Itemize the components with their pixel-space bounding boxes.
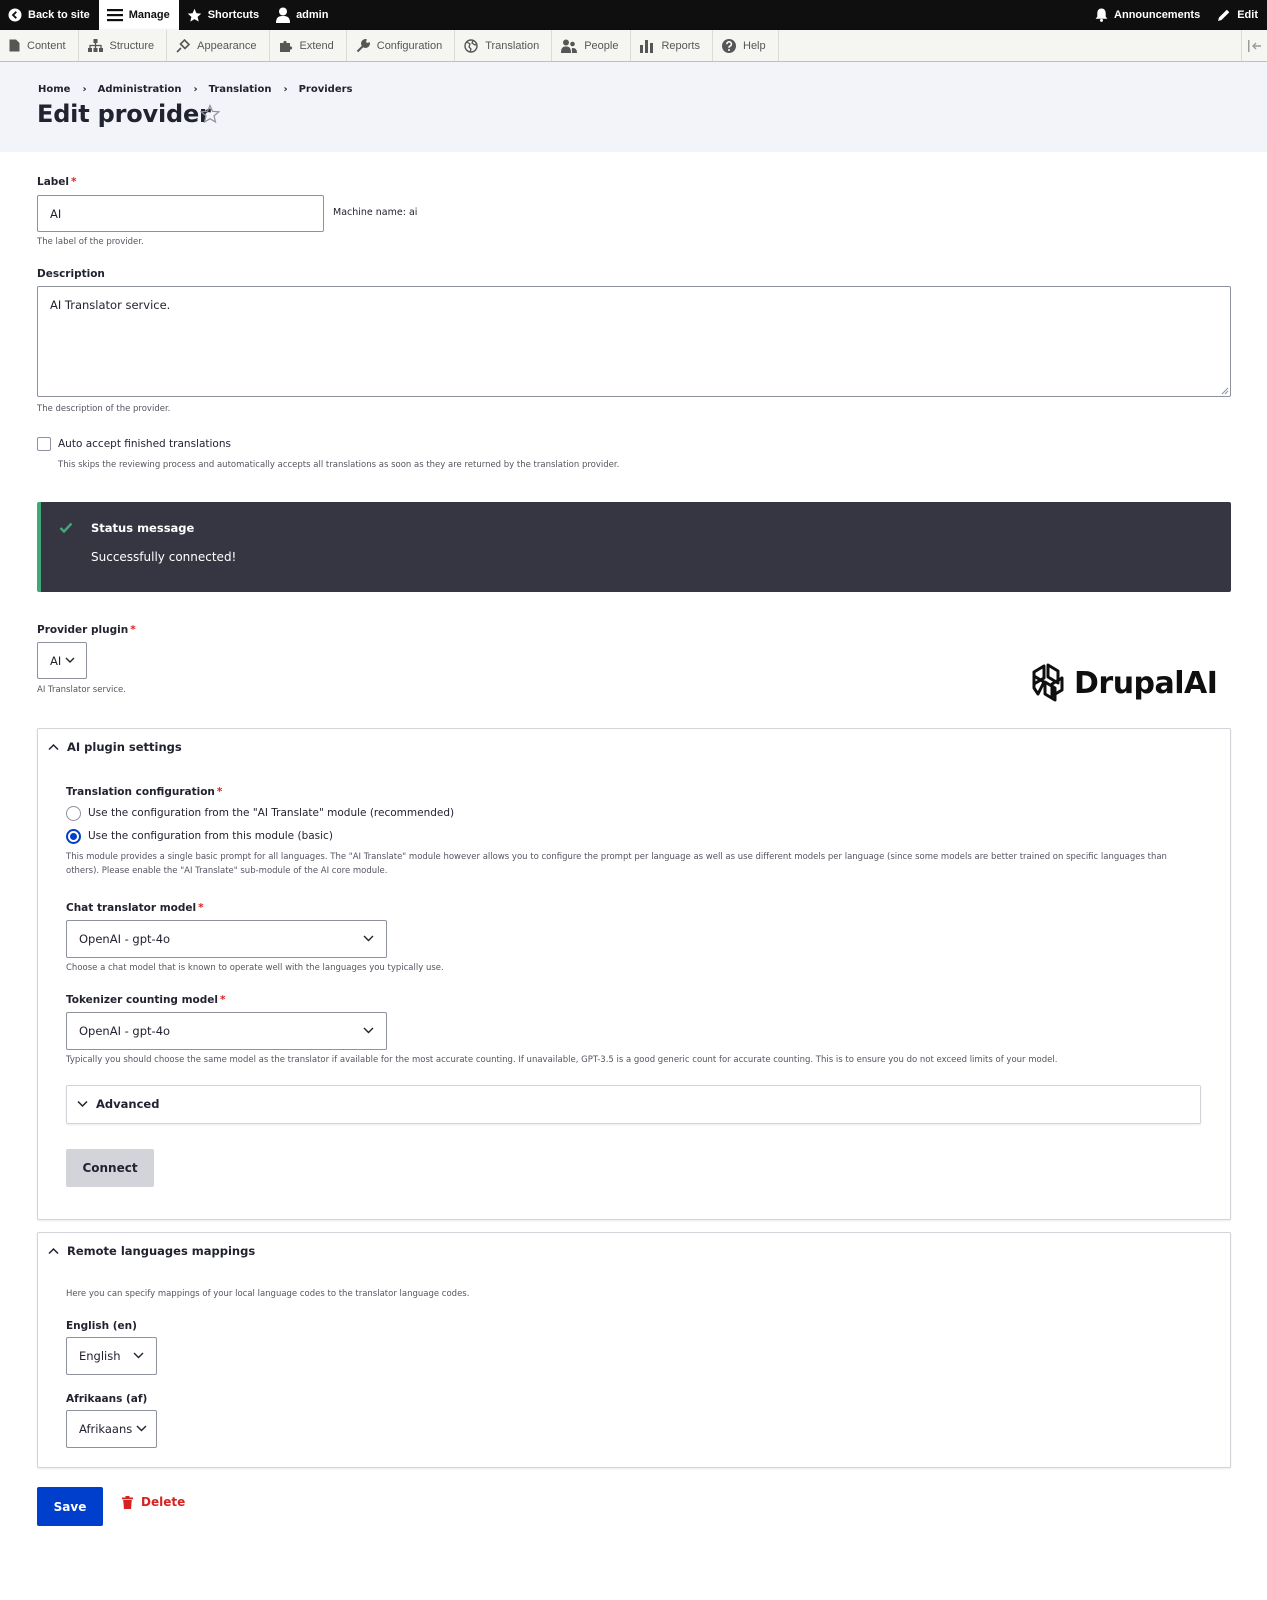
chevron-down-icon xyxy=(133,1352,144,1359)
tray-item-label: Reports xyxy=(661,39,700,52)
tokenizer-model-help: Typically you should choose the same model as the translator if available for the most accurate counting. If unavailable, GPT-3.5 is a good generic count for accurate counting. This is to ensure you do not exceed limits of your model. xyxy=(66,1055,1058,1065)
required-marker: * xyxy=(71,176,77,188)
required-marker: * xyxy=(216,786,223,798)
mapping-english-select[interactable] xyxy=(66,1337,157,1375)
label-input[interactable]: AI xyxy=(37,195,324,232)
tray-item-configuration[interactable] xyxy=(347,30,455,61)
radio-module-config[interactable] xyxy=(66,829,81,844)
tray-item-reports[interactable] xyxy=(631,30,713,61)
radio-ai-translate-config[interactable] xyxy=(66,806,81,821)
pencil-icon xyxy=(1217,8,1231,22)
radio-ai-translate-config-label[interactable]: Use the configuration from the "AI Translate" module (recommended) xyxy=(88,807,455,819)
manage-tab[interactable] xyxy=(99,0,179,30)
chevron-down-icon xyxy=(363,1027,374,1034)
announcements-label: Announcements xyxy=(1114,9,1201,21)
machine-name: Machine name: ai xyxy=(333,207,418,218)
required-marker: * xyxy=(220,994,226,1006)
tray-item-label: Extend xyxy=(299,39,334,52)
provider-plugin-value: AI xyxy=(50,653,62,668)
globe-icon xyxy=(464,39,478,53)
delete-link[interactable] xyxy=(122,1495,185,1509)
manage-label: Manage xyxy=(128,9,170,21)
mapping-afrikaans-value: Afrikaans xyxy=(79,1422,133,1436)
tray-item-structure[interactable] xyxy=(79,30,168,61)
tray-item-label: Configuration xyxy=(376,39,443,52)
advanced-details xyxy=(66,1085,1201,1124)
chat-model-help: Choose a chat model that is known to operate well with the languages you typically use. xyxy=(66,963,444,973)
status-title: Status message xyxy=(91,521,195,535)
remote-languages-label: Remote languages mappings xyxy=(67,1244,256,1258)
tokenizer-model-title: Tokenizer counting model * xyxy=(66,994,226,1006)
chevron-up-icon xyxy=(48,743,59,751)
tray-item-content[interactable] xyxy=(0,30,79,61)
back-arrow-icon xyxy=(8,8,22,22)
page-title: Edit provider xyxy=(37,100,211,128)
save-button[interactable]: Save xyxy=(37,1487,103,1526)
breadcrumb-translation[interactable]: Translation xyxy=(208,84,272,95)
tray-item-label: Help xyxy=(743,39,766,52)
mapping-afrikaans-select[interactable] xyxy=(66,1410,157,1448)
remote-languages-summary[interactable] xyxy=(48,1244,255,1258)
edit-tab[interactable] xyxy=(1209,0,1267,30)
tray-orientation-toggle[interactable] xyxy=(1241,30,1267,61)
tokenizer-model-value: OpenAI - gpt-4o xyxy=(79,1024,171,1038)
ai-plugin-settings-label: AI plugin settings xyxy=(67,740,182,754)
user-label: admin xyxy=(296,9,329,21)
connect-button[interactable]: Connect xyxy=(66,1149,154,1187)
sitemap-icon xyxy=(88,39,103,52)
description-value: AI Translator service. xyxy=(50,298,171,312)
ai-plugin-settings-details xyxy=(37,728,1231,1220)
mapping-english-title: English (en) xyxy=(66,1320,137,1332)
chevron-down-icon xyxy=(136,1425,147,1432)
breadcrumb-administration[interactable]: Administration xyxy=(97,84,182,95)
file-icon xyxy=(9,39,20,52)
chat-model-select[interactable] xyxy=(66,920,387,958)
puzzle-icon xyxy=(279,39,293,53)
breadcrumb-separator: › xyxy=(82,84,87,95)
tray-item-label: Content xyxy=(27,39,66,52)
remote-languages-details xyxy=(37,1232,1231,1468)
hamburger-icon xyxy=(107,8,123,22)
status-text: Successfully connected! xyxy=(91,550,237,564)
translation-configuration-help: This module provides a single basic prompt for all languages. The "AI Translate" module however allows you to configure the prompt per language as well as use different models per language (since some models are better trained on specific languages than others). Please enable the "AI Translate" sub-module of the AI core module. xyxy=(66,852,1167,876)
drupalai-logo-icon xyxy=(1028,662,1068,704)
provider-plugin-select[interactable] xyxy=(37,642,87,679)
breadcrumb xyxy=(38,84,353,95)
drupalai-logo xyxy=(1028,662,1217,704)
shortcut-star-icon[interactable] xyxy=(200,104,220,124)
admin-menu-tray xyxy=(0,30,1267,62)
checkmark-icon xyxy=(59,522,73,534)
bell-icon xyxy=(1095,8,1108,22)
mapping-english-value: English xyxy=(79,1349,121,1363)
breadcrumb-separator: › xyxy=(283,84,288,95)
brush-icon xyxy=(176,39,190,53)
chevron-up-icon xyxy=(48,1247,59,1255)
back-to-site-label: Back to site xyxy=(28,9,90,21)
breadcrumb-home[interactable]: Home xyxy=(38,84,71,95)
announcements-tab[interactable] xyxy=(1087,0,1209,30)
description-field-title: Description xyxy=(37,268,105,280)
tray-item-help[interactable] xyxy=(713,30,779,61)
wrench-icon xyxy=(356,39,370,53)
breadcrumb-separator: › xyxy=(193,84,198,95)
user-tab[interactable] xyxy=(268,0,337,30)
tray-item-extend[interactable] xyxy=(270,30,347,61)
auto-accept-help: This skips the reviewing process and automatically accepts all translations as soon as they are returned by the translation provider. xyxy=(58,460,620,470)
remote-languages-help: Here you can specify mappings of your local language codes to the translator language codes. xyxy=(66,1289,470,1299)
tray-item-people[interactable] xyxy=(552,30,631,61)
label-description: The label of the provider. xyxy=(37,237,144,247)
chevron-down-icon xyxy=(65,657,75,664)
tray-item-translation[interactable] xyxy=(455,30,552,61)
back-to-site-link[interactable] xyxy=(0,0,99,30)
drupalai-logo-text: DrupalAI xyxy=(1074,665,1218,701)
provider-plugin-help: AI Translator service. xyxy=(37,685,126,695)
tokenizer-model-select[interactable] xyxy=(66,1012,387,1050)
chevron-down-icon xyxy=(363,935,374,942)
admin-toolbar xyxy=(0,0,1267,30)
status-message xyxy=(37,502,1231,592)
tray-item-label: Translation xyxy=(485,39,540,52)
help-icon xyxy=(722,39,736,53)
trash-icon xyxy=(122,1496,133,1509)
breadcrumb-providers[interactable]: Providers xyxy=(298,84,353,95)
people-icon xyxy=(561,39,577,53)
shortcuts-label: Shortcuts xyxy=(207,9,260,21)
user-icon xyxy=(276,7,290,23)
ai-plugin-settings-summary[interactable] xyxy=(48,740,182,754)
provider-plugin-title: Provider plugin * xyxy=(37,624,136,636)
edit-label: Edit xyxy=(1237,9,1258,21)
shortcuts-tab[interactable] xyxy=(179,0,268,30)
tray-item-appearance[interactable] xyxy=(167,30,269,61)
collapse-icon xyxy=(1248,40,1262,52)
chevron-down-icon xyxy=(77,1100,88,1108)
resize-grip-icon[interactable] xyxy=(1221,387,1229,395)
chat-model-title: Chat translator model * xyxy=(66,902,204,914)
advanced-summary[interactable] xyxy=(77,1097,159,1111)
advanced-label: Advanced xyxy=(96,1097,160,1111)
tray-item-label: Structure xyxy=(109,39,155,52)
tray-item-label: People xyxy=(584,39,619,52)
required-marker: * xyxy=(198,902,204,914)
translation-configuration-title: Translation configuration * xyxy=(66,786,223,798)
star-icon xyxy=(187,8,202,23)
delete-label: Delete xyxy=(141,1495,186,1509)
mapping-afrikaans-title: Afrikaans (af) xyxy=(66,1393,148,1405)
tray-item-label: Appearance xyxy=(197,39,257,52)
auto-accept-label[interactable]: Auto accept finished translations xyxy=(58,438,231,450)
radio-module-config-label[interactable]: Use the configuration from this module (basic) xyxy=(88,830,333,842)
description-help: The description of the provider. xyxy=(37,404,171,414)
label-field-title: Label * xyxy=(37,176,77,188)
auto-accept-checkbox[interactable] xyxy=(37,437,51,451)
required-marker: * xyxy=(130,624,136,636)
chat-model-value: OpenAI - gpt-4o xyxy=(79,932,171,946)
bar-chart-icon xyxy=(640,39,654,53)
description-textarea[interactable] xyxy=(37,286,1231,397)
